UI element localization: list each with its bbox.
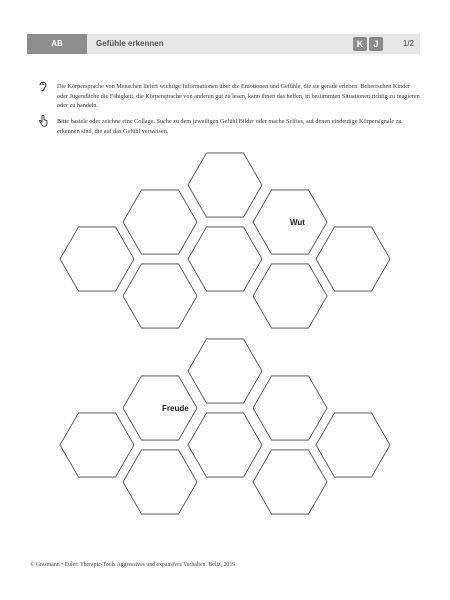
collage-hexagon-frame: [60, 227, 134, 291]
logo-k: K: [353, 37, 367, 51]
collage-hexagon-frame: [123, 190, 197, 254]
page-number: 1/2: [402, 39, 414, 48]
collage-hexagon-frame: [123, 450, 197, 514]
collage-hexagon-frame: [188, 413, 262, 477]
footer-copyright: © Grasmann • Euler: Therapie-Tools Aggressives und expansives Verhalten. Beltz, 2019: [30, 562, 236, 568]
collage-hexagon-frame: [188, 339, 262, 403]
collage-hexagon-frame: [316, 413, 390, 477]
collage-hexagon-frame: [316, 227, 390, 291]
collage-label-freude: Freude: [162, 404, 189, 413]
collage-hexagon-frame: [60, 413, 134, 477]
collage-hexagon-frame: [253, 264, 327, 328]
collage-hexagon-frame: [188, 153, 262, 217]
page-title: Gefühle erkennen: [96, 39, 164, 48]
collage-label-wut: Wut: [290, 218, 305, 227]
instruction-text-intro: Die Körpersprache von Menschen liefert wichtige Informationen über die Emotionen und Gefühle, die sie gerade erleben. Beherrschen Kinder oder Jugendliche die Fähigkeit, die Körpersprache von anderen gut zu lesen, kann ihnen das helfen, in bestimmten Situationen richtig zu reagieren oder zu handeln.: [57, 83, 420, 109]
collage-hexagon-frame: [123, 264, 197, 328]
worksheet-badge: AB: [27, 34, 87, 54]
collage-hexagon-frame: [253, 450, 327, 514]
instruction-text-task: Bitte bastele oder zeichne eine Collage. Suche zu dem jeweiligen Gefühl Bilder oder mache Selfies, auf denen eindeutige Körpersignale zu erkennen sind, die auf das Gefühl verweisen.: [57, 118, 402, 135]
collage-hexagon-frame: [188, 227, 262, 291]
logo-j: J: [369, 37, 383, 51]
collage-hexagon-frame: [253, 376, 327, 440]
